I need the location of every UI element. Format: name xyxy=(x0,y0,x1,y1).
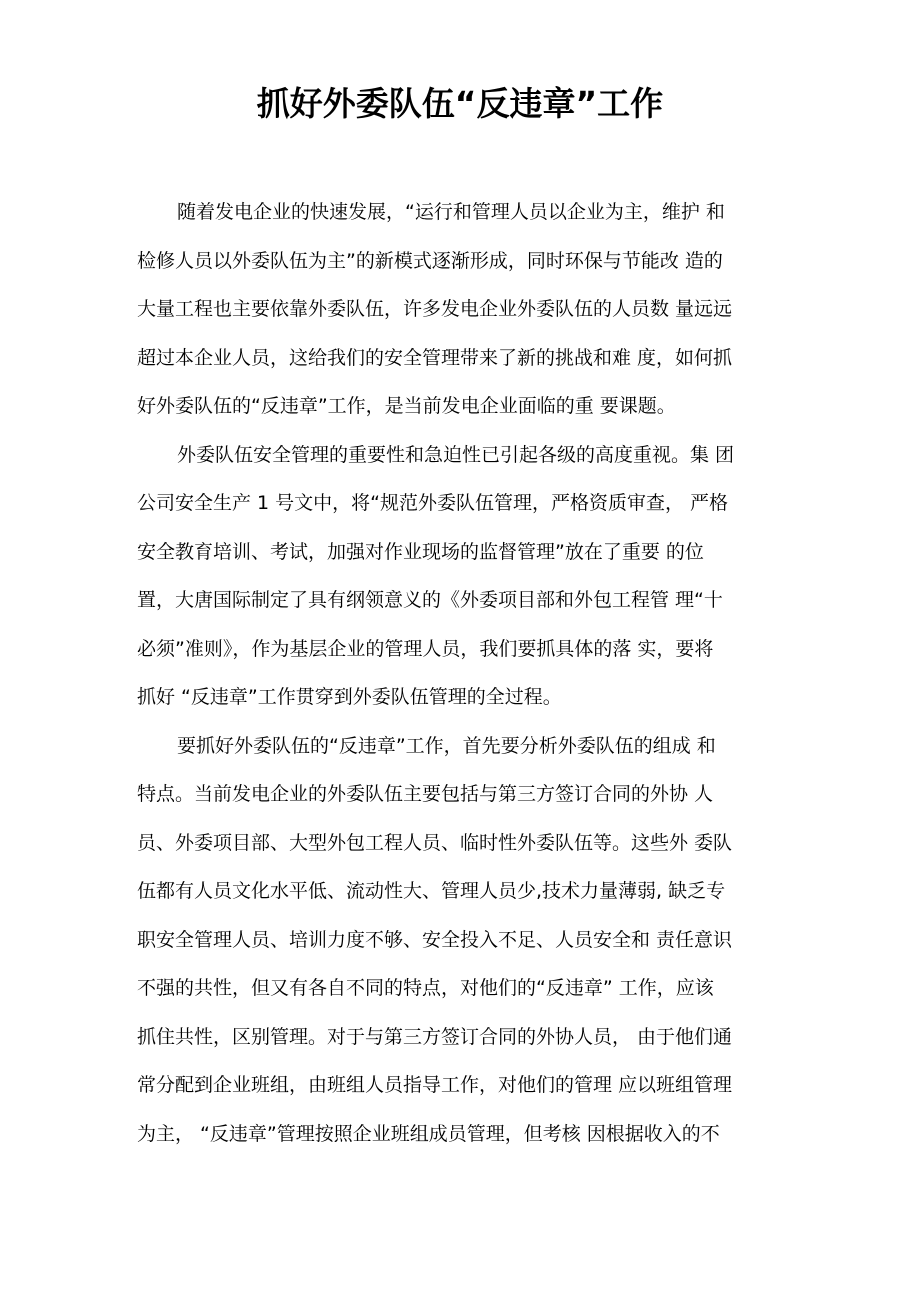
text-line: 好外委队伍的“反违章”工作，是当前发电企业面临的重 要课题。 xyxy=(137,395,676,417)
text-line: 安全教育培训、考试，加强对作业现场的监督管理”放在了重要 的位 xyxy=(137,540,704,563)
text-line: 检修人员以外委队伍为主”的新模式逐渐形成，同时环保与节能改 造的 xyxy=(137,249,723,272)
text-line: 为主， “反违章”管理按照企业班组成员管理，但考核 因根据收入的不 xyxy=(137,1122,720,1145)
text-line: 抓好 “反违章”工作贯穿到外委队伍管理的全过程。 xyxy=(137,686,562,708)
text-line: 伍都有人员文化水平低、流动性大、管理人员少,技术力量薄弱, 缺乏专 xyxy=(137,880,726,902)
text-line: 大量工程也主要依靠外委队伍，许多发电企业外委队伍的人员数 量远远 xyxy=(137,298,733,320)
text-line: 置，大唐国际制定了具有纲领意义的《外委项目部和外包工程管 理“十 xyxy=(137,589,723,611)
document-body xyxy=(137,188,797,1158)
text-line: 随着发电企业的快速发展，“运行和管理人员以企业为主，维护 和 xyxy=(177,201,725,223)
text-line: 不强的共性，但又有各自不同的特点，对他们的“反违章” 工作，应该 xyxy=(137,977,714,999)
text-line: 职安全管理人员、培训力度不够、安全投入不足、人员安全和 责任意识 xyxy=(137,928,733,951)
text-line: 外委队伍安全管理的重要性和急迫性已引起各级的高度重视。集 团 xyxy=(177,443,735,466)
text-line: 超过本企业人员，这给我们的安全管理带来了新的挑战和难 度，如何抓 xyxy=(137,346,733,369)
text-line: 要抓好外委队伍的“反违章”工作，首先要分析外委队伍的组成 和 xyxy=(177,734,716,757)
text-line: 公司安全生产 1 号文中，将“规范外委队伍管理，严格资质审查， 严格 xyxy=(137,492,729,514)
text-line: 必须”准则》，作为基层企业的管理人员，我们要抓具体的落 实，要将 xyxy=(137,637,714,660)
text-line: 常分配到企业班组，由班组人员指导工作，对他们的管理 应以班组管理 xyxy=(137,1074,733,1096)
document-title: 抓好外委队伍“反违章”工作 xyxy=(256,84,664,123)
text-line: 员、外委项目部、大型外包工程人员、临时性外委队伍等。这些外 委队 xyxy=(137,831,733,854)
text-line: 特点。当前发电企业的外委队伍主要包括与第三方签订合同的外协 人 xyxy=(137,783,714,805)
text-line: 抓住共性，区别管理。对于与第三方签订合同的外协人员， 由于他们通 xyxy=(137,1025,733,1048)
